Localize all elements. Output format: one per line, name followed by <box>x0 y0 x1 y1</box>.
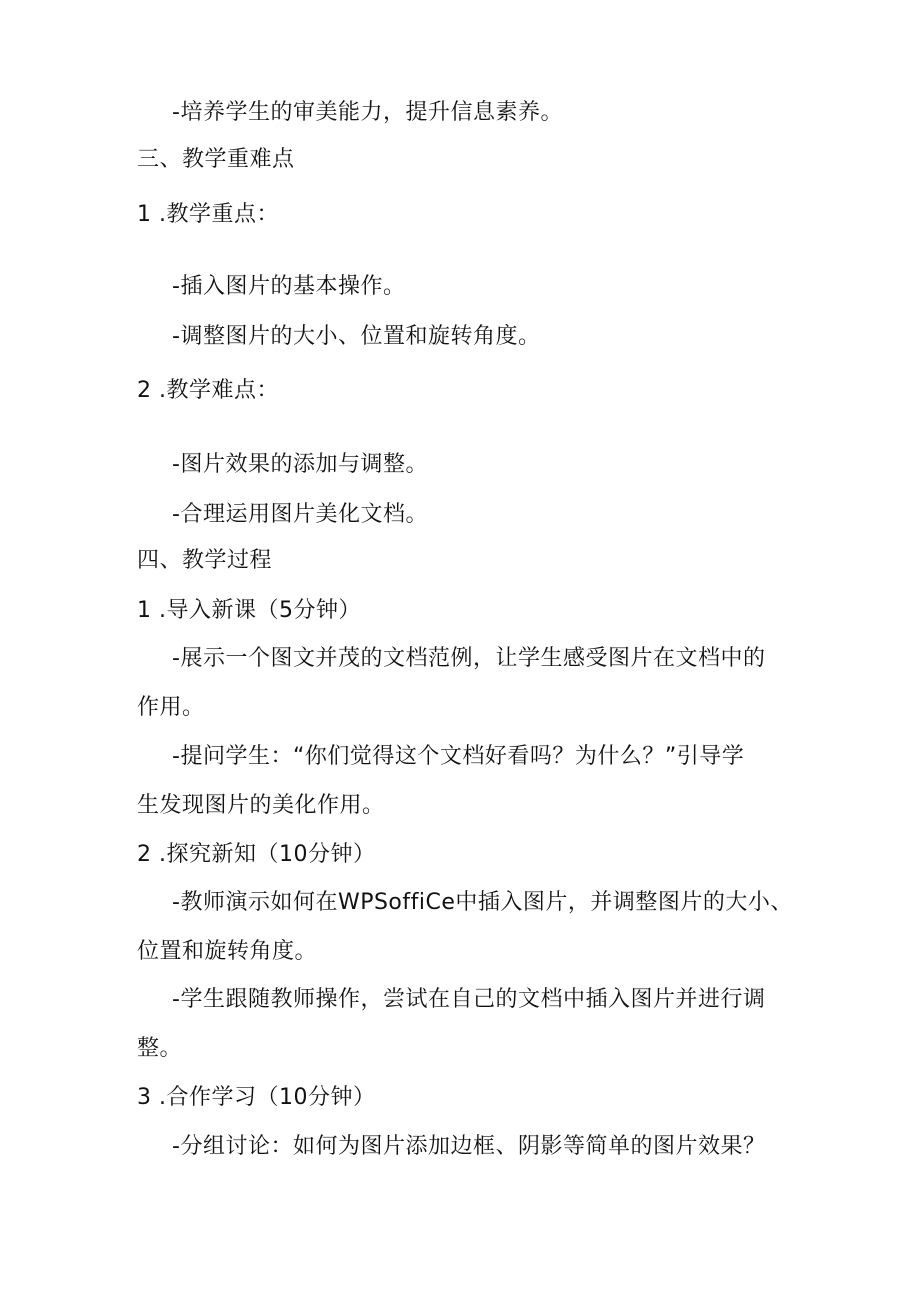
difficult-point-beautify: -合理运用图片美化文档。 <box>172 502 428 527</box>
subheading-introduction: 1 .导入新课（5分钟） <box>137 598 361 623</box>
paragraph-line: -分组讨论：如何为图片添加边框、阴影等简单的图片效果？ <box>172 1134 766 1159</box>
paragraph-line: -教师演示如何在WPSoffiCe中插入图片，并调整图片的大小、 <box>172 890 793 915</box>
paragraph-line: 作用。 <box>137 695 205 720</box>
paragraph-line: 整。 <box>137 1036 183 1061</box>
key-point-adjust-image: -调整图片的大小、位置和旋转角度。 <box>172 324 541 349</box>
paragraph-line: -学生跟随教师操作，尝试在自己的文档中插入图片并进行调 <box>172 987 766 1012</box>
subheading-explore: 2 .探究新知（10分钟） <box>137 842 376 867</box>
subheading-key-points: 1 .教学重点： <box>137 202 279 227</box>
paragraph-line: 生发现图片的美化作用。 <box>137 793 385 818</box>
section-heading-key-difficult-points: 三、教学重难点 <box>137 147 295 172</box>
paragraph-line: -提问学生：“你们觉得这个文档好看吗？为什么？”引导学 <box>172 744 745 769</box>
difficult-point-effects: -图片效果的添加与调整。 <box>172 452 428 477</box>
section-heading-teaching-process: 四、教学过程 <box>137 548 273 573</box>
objective-aesthetic-line: -培养学生的审美能力，提升信息素养。 <box>172 100 563 125</box>
paragraph-line: 位置和旋转角度。 <box>137 939 318 964</box>
subheading-difficult-points: 2 .教学难点： <box>137 378 279 403</box>
paragraph-line: -展示一个图文并茂的文档范例，让学生感受图片在文档中的 <box>172 646 766 671</box>
subheading-cooperative-learning: 3 .合作学习（10分钟） <box>137 1085 376 1110</box>
key-point-insert-image: -插入图片的基本操作。 <box>172 274 406 299</box>
